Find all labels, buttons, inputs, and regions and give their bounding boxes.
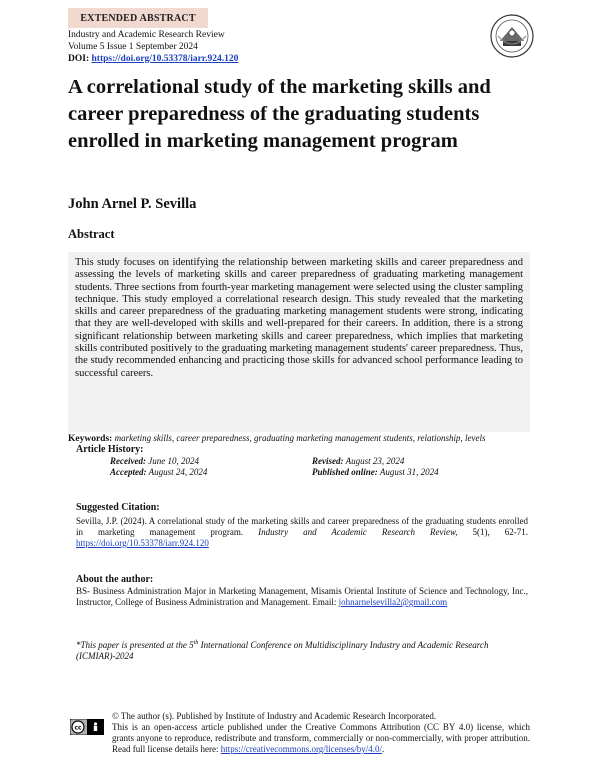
citation-doi-link[interactable]: https://doi.org/10.53378/iarr.924.120 — [76, 538, 209, 548]
license-text — [112, 711, 530, 755]
journal-volume: Volume 5 Issue 1 September 2024 — [68, 42, 198, 52]
doi-label: DOI — [68, 54, 86, 64]
author-email-link[interactable]: johnarnelsevilla2@gmail.com — [338, 597, 448, 607]
author-name: John Arnel P. Sevilla — [68, 196, 197, 212]
paper-title: A correlational study of the marketing skills and career preparedness of the graduating students enrolled in marketing management program — [68, 76, 491, 152]
license-link[interactable]: https://creativecommons.org/licenses/by/4.0/ — [220, 744, 383, 754]
doi-line: DOI: https://doi.org/10.53378/iarr.924.120 — [68, 54, 239, 64]
abstract-heading: Abstract — [68, 227, 115, 241]
received-date: Received: June 10, 2024 — [110, 456, 199, 466]
article-type-badge: EXTENDED ABSTRACT — [68, 8, 208, 28]
keywords-label: Keywords: — [68, 434, 113, 444]
suggested-citation: Sevilla, J.P. (2024). A correlational study of the marketing skills and career preparedness of the graduating students enrolled in marketing management program. Industry and Academic Research Review, 5(1), 62-71. https://doi.org/10.53378/iarr.924.120 — [76, 516, 529, 548]
citation-heading: Suggested Citation: — [76, 502, 160, 513]
keywords-text: marketing skills, career preparedness, graduating marketing management students, relationship, levels — [114, 433, 486, 443]
copyright-line: © The author (s). Published by Institute of Industry and Academic Research Incorporated. — [112, 711, 437, 721]
journal-meta — [68, 29, 238, 65]
article-history-heading: Article History: — [76, 444, 144, 455]
abstract-text: This study focuses on identifying the relationship between marketing skills and career preparedness and assessing the levels of marketing skills and career preparedness of graduating marketing management students. Three sections from fourth-year marketing management were selected using the cluster sampling technique. This study employed a correlational research design. This study revealed that the marketing skills and career preparedness of the graduating marketing management students were strong, indicating that they are well-developed with skills and well-prepared for their careers. In addition, there is a strong significant relationship between marketing skills and career preparedness, which implies that marketing skills contributed positively to the graduating marketing management students' career preparedness. Thus, the study recommended enhancing and practicing those skills for advanced school performance leading to successful careers. — [68, 252, 530, 432]
svg-text:cc: cc — [74, 724, 82, 732]
journal-name: Industry and Academic Research Review — [68, 30, 225, 40]
journal-seal-icon — [490, 14, 534, 58]
published-date: Published online: August 31, 2024 — [312, 467, 439, 477]
cc-by-license-icon — [70, 719, 104, 735]
accepted-date: Accepted: August 24, 2024 — [110, 467, 208, 477]
about-author-text: BS- Business Administration Major in Marketing Management, Misamis Oriental Institute of Science and Technology, Inc., Instructor, College of Business Administration and Management. Email: johnarnelsevilla2@gmail.com — [76, 586, 528, 607]
about-author-heading: About the author: — [76, 574, 154, 585]
conference-footnote: *This paper is presented at the 5th International Conference on Multidisciplinary Industry and Academic Research (ICMIAR)-2024 — [76, 640, 489, 661]
license-details: This is an open-access article published under the Creative Commons Attribution (CC BY 4.0) license, which grants anyone to reproduce, redistribute and transform, commercially or non-commercially, with proper attribution. Read full license details here: https://creativecommons.org/licenses/by/4.0/. — [112, 722, 530, 754]
doi-link[interactable]: https://doi.org/10.53378/iarr.924.120 — [91, 54, 239, 64]
revised-date: Revised: August 23, 2024 — [312, 456, 405, 466]
